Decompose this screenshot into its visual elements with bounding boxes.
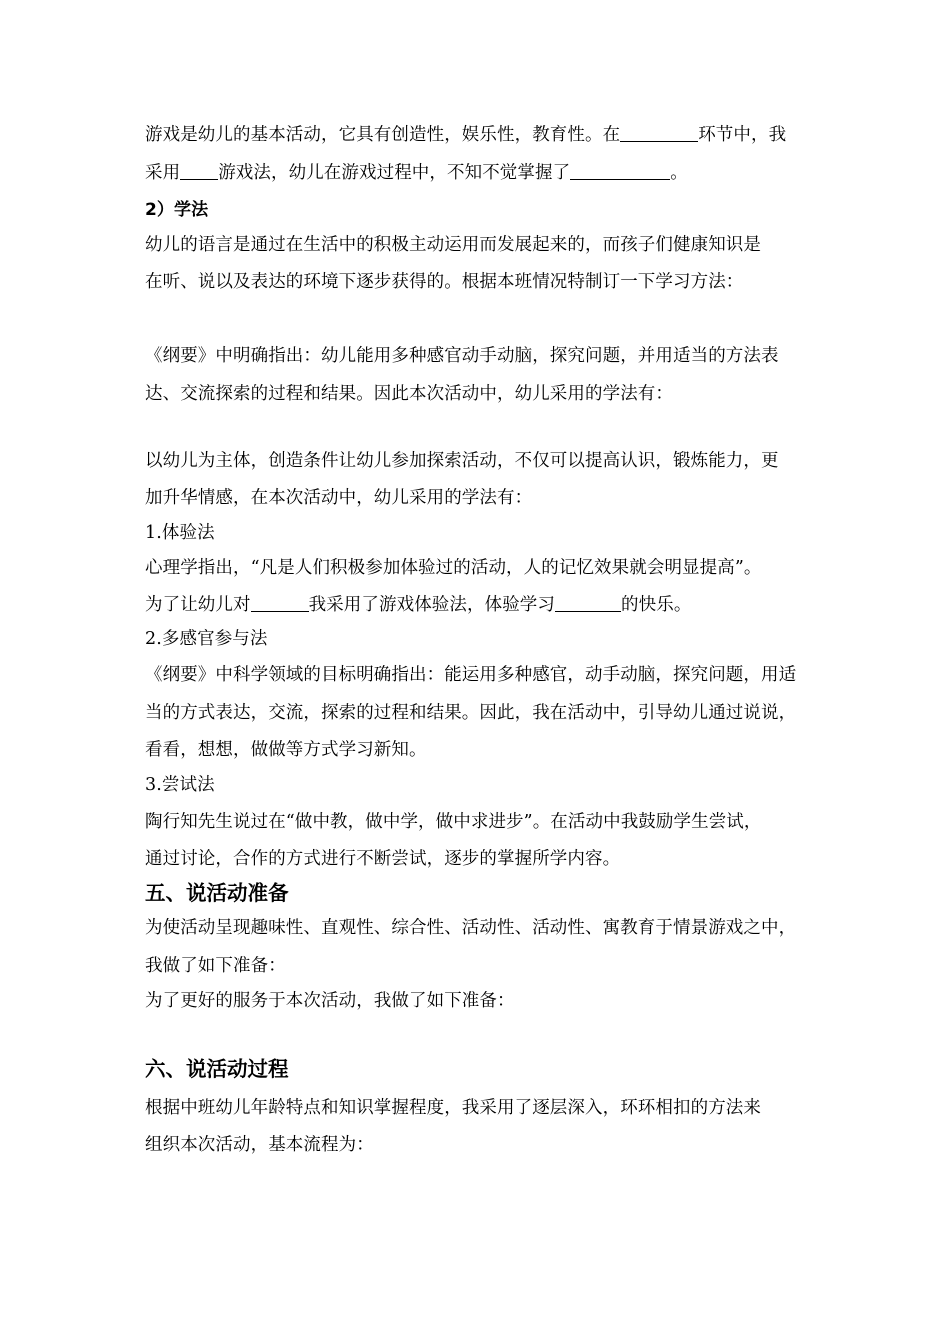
paragraph-line: 看看，想想，做做等方式学习新知。 (145, 740, 427, 760)
fill-blank (620, 123, 698, 142)
method-title: 1.体验法 (145, 523, 215, 543)
paragraph-line: 组织本次活动，基本流程为： (145, 1135, 374, 1155)
paragraph-line (145, 161, 688, 185)
paragraph-line: 陶行知先生说过在“做中教，做中学，做中求进步”。在活动中我鼓励学生尝试， (145, 812, 762, 832)
fill-blank (555, 593, 621, 612)
section-subheading: 2）学法 (145, 200, 209, 220)
text-span: 环节中，我 (698, 125, 787, 145)
text-span: 我采用了游戏体验法，体验学习 (308, 595, 556, 615)
paragraph-line: 我做了如下准备： (145, 956, 286, 976)
fill-blank (180, 161, 218, 180)
text-span: 游戏是幼儿的基本活动，它具有创造性，娱乐性，教育性。在 (145, 125, 621, 145)
paragraph-line: 当的方式表达，交流，探索的过程和结果。因此，我在活动中，引导幼儿通过说说， (145, 703, 797, 723)
paragraph-line: 加升华情感，在本次活动中，幼儿采用的学法有： (145, 488, 533, 508)
paragraph-line: 在听、说以及表达的环境下逐步获得的。根据本班情况特制订一下学习方法： (145, 272, 744, 292)
paragraph-line: 心理学指出，“凡是人们积极参加体验过的活动，人的记忆效果就会明显提高”。 (145, 558, 762, 578)
method-title: 2.多感官参与法 (145, 629, 268, 649)
paragraph-line (145, 123, 786, 147)
text-span: 。 (670, 163, 688, 183)
text-span: 采用 (145, 163, 181, 183)
paragraph-line: 为了更好的服务于本次活动，我做了如下准备： (145, 991, 515, 1011)
paragraph-line: 幼儿的语言是通过在生活中的积极主动运用而发展起来的，而孩子们健康知识是 (145, 235, 761, 255)
method-title: 3.尝试法 (145, 775, 215, 795)
paragraph-line: 《纲要》中科学领域的目标明确指出：能运用多种感官，动手动脑，探究问题，用适 (145, 665, 797, 685)
fill-blank (570, 161, 670, 180)
text-span: 为了让幼儿对 (145, 595, 251, 615)
fill-blank (251, 593, 309, 612)
text-span: 的快乐。 (621, 595, 692, 615)
paragraph-line: 根据中班幼儿年龄特点和知识掌握程度，我采用了逐层深入，环环相扣的方法来 (145, 1098, 761, 1118)
paragraph-line: 达、交流探索的过程和结果。因此本次活动中，幼儿采用的学法有： (145, 384, 673, 404)
paragraph-line: 《纲要》中明确指出：幼儿能用多种感官动手动脑，探究问题，并用适当的方法表 (145, 346, 779, 366)
paragraph-line (145, 593, 691, 617)
paragraph-line: 为使活动呈现趣味性、直观性、综合性、活动性、活动性、寓教育于情景游戏之中， (145, 918, 797, 938)
section-heading: 六、说活动过程 (145, 1057, 289, 1081)
paragraph-line: 以幼儿为主体，创造条件让幼儿参加探索活动，不仅可以提高认识，锻炼能力，更 (145, 451, 779, 471)
paragraph-line: 通过讨论，合作的方式进行不断尝试，逐步的掌握所学内容。 (145, 849, 621, 869)
section-heading: 五、说活动准备 (145, 881, 289, 905)
text-span: 游戏法，幼儿在游戏过程中，不知不觉掌握了 (218, 163, 571, 183)
